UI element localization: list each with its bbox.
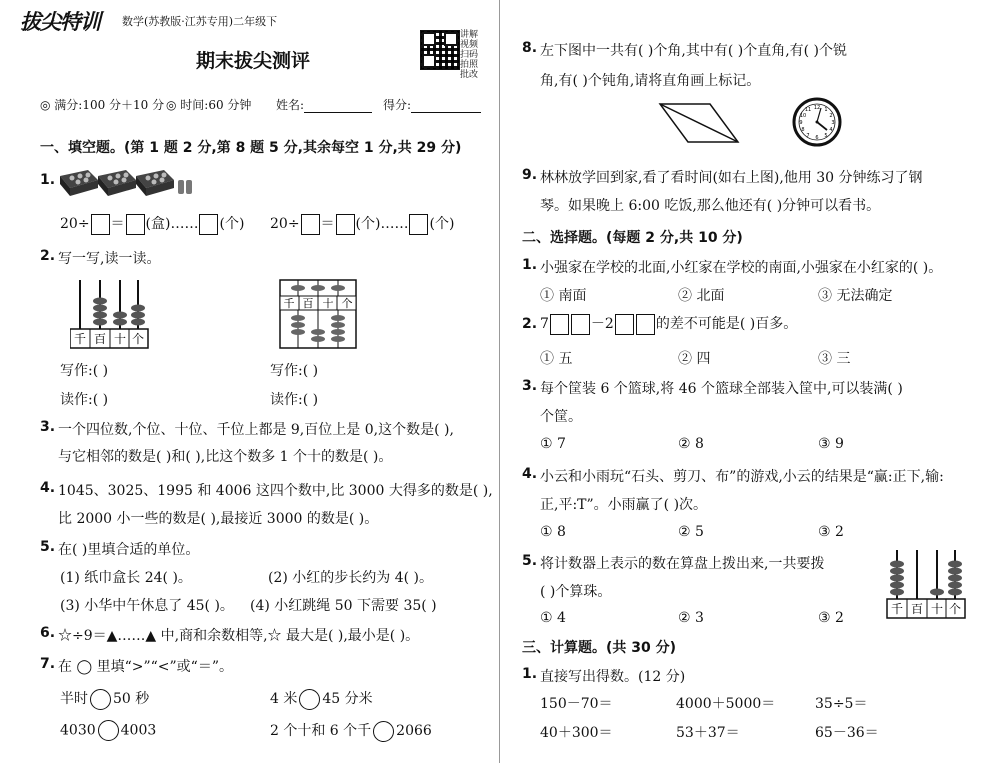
c4-option-3[interactable]: ③ 2 (818, 524, 844, 540)
counter-abacus-2 (885, 548, 967, 620)
q2-number: 2. (40, 248, 56, 264)
q4-number: 4. (40, 480, 56, 496)
right-page (500, 0, 1000, 763)
q3-line1: 一个四位数,个位、十位、千位上都是 9,百位上是 0,这个数是( ), (58, 422, 454, 438)
c5-option-3[interactable]: ③ 2 (818, 610, 844, 626)
answer-box[interactable] (409, 214, 428, 235)
q4-line1: 1045、3025、1995 和 4006 这四个数中,比 3000 大得多的数是( ), (58, 483, 493, 499)
section3-heading: 三、计算题。(共 30 分) (522, 640, 677, 656)
compare-circle[interactable] (98, 720, 119, 741)
c1-option-3[interactable]: ③ 无法确定 (818, 288, 893, 304)
q1-equation-b: 20÷ ＝ (个)…… (个) (270, 213, 454, 235)
q3-line2: 与它相邻的数是( )和( ),比这个数多 1 个十的数是( )。 (58, 449, 393, 465)
abacus-label: 百 (93, 332, 107, 346)
counter-abacus-1 (70, 278, 150, 350)
book-subtitle: 数学(苏教版·江苏专用)二年级下 (122, 15, 278, 28)
q5-item-3: (3) 小华中午休息了 45( )。 (60, 598, 234, 614)
answer-box[interactable] (336, 214, 355, 235)
svg-text:1: 1 (824, 107, 828, 113)
svg-text:9: 9 (799, 120, 803, 126)
c3-option-2[interactable]: ② 8 (678, 436, 704, 452)
calc-item[interactable]: 40＋300＝ (540, 725, 613, 741)
svg-text:7: 7 (806, 133, 810, 139)
abacus-label: 千 (283, 297, 295, 310)
calc-number: 1. (522, 666, 538, 682)
q1-equation-a: 20÷ ＝ (盒)…… (个) (60, 213, 244, 235)
c3-number: 3. (522, 378, 538, 394)
compare-circle[interactable] (90, 689, 111, 710)
q5-number: 5. (40, 539, 56, 555)
q8-line1: 左下图中一共有( )个角,其中有( )个直角,有( )个锐 (540, 43, 848, 59)
q9-line2: 琴。如果晚上 6:00 吃饭,那么他还有( )分钟可以看书。 (540, 198, 881, 214)
svg-text:3: 3 (831, 120, 835, 126)
calc-item[interactable]: 150－70＝ (540, 696, 613, 712)
answer-box[interactable] (199, 214, 218, 235)
q9-line1: 林林放学回到家,看了看时间(如右上图),他用 30 分钟练习了钢 (540, 170, 923, 186)
q7-compare-1: 半时 50 秒 (60, 688, 149, 710)
abacus-label: 十 (930, 602, 944, 616)
answer-box[interactable] (301, 214, 320, 235)
c2-option-2[interactable]: ② 四 (678, 351, 711, 367)
abacus-label: 十 (113, 332, 127, 346)
q1-number: 1. (40, 172, 56, 188)
digit-box[interactable] (571, 314, 590, 335)
q6-text: ☆÷9＝▲……▲ 中,商和余数相等,☆ 最大是( ),最小是( )。 (58, 628, 420, 644)
qr-caption: 讲解视频扫码拍照批改 (460, 30, 479, 80)
q9-number: 9. (522, 167, 538, 183)
c3-option-3[interactable]: ③ 9 (818, 436, 844, 452)
c3-line1: 每个筐装 6 个篮球,将 46 个篮球全部装入筐中,可以装满( ) (540, 381, 903, 397)
abacus-label: 个 (341, 297, 353, 310)
c4-line2: 正,平:T”。小雨赢了( )次。 (540, 497, 708, 513)
c5-option-2[interactable]: ② 3 (678, 610, 704, 626)
c5-number: 5. (522, 553, 538, 569)
compare-circle[interactable] (373, 721, 394, 742)
q2-write-2[interactable]: 写作:( ) (270, 363, 319, 379)
abacus-label: 千 (890, 602, 904, 616)
c1-number: 1. (522, 257, 538, 273)
q7-number: 7. (40, 656, 56, 672)
digit-box[interactable] (615, 314, 634, 335)
c1-option-1[interactable]: ① 南面 (540, 288, 587, 304)
c2-expression: 7 －2 的差不可能是( )百多。 (540, 313, 797, 335)
svg-text:12: 12 (813, 105, 821, 111)
svg-text:2: 2 (829, 113, 833, 119)
compare-circle[interactable] (299, 689, 320, 710)
exam-title: 期末拔尖测评 (196, 50, 311, 72)
calc-text: 直接写出得数。(12 分) (540, 669, 686, 685)
qr-code[interactable] (420, 30, 460, 70)
q6-number: 6. (40, 625, 56, 641)
c2-option-3[interactable]: ③ 三 (818, 351, 851, 367)
calc-item[interactable]: 65－36＝ (815, 725, 879, 741)
q8-line2: 角,有( )个钝角,请将直角画上标记。 (540, 73, 761, 89)
section2-heading: 二、选择题。(每题 2 分,共 10 分) (522, 230, 743, 246)
c2-number: 2. (522, 316, 538, 332)
calc-item[interactable]: 35÷5＝ (815, 696, 868, 712)
angle-figure (658, 100, 748, 146)
q5-text: 在( )里填合适的单位。 (58, 542, 200, 558)
q7-compare-2: 4 米 45 分米 (270, 688, 373, 710)
abacus-label: 百 (910, 602, 924, 616)
q2-read-2[interactable]: 读作:( ) (270, 392, 319, 408)
full-score: ◎ 满分:100 分＋10 分 (40, 98, 165, 112)
clock-icon (792, 96, 842, 148)
q2-write-1[interactable]: 写作:( ) (60, 363, 109, 379)
c5-line2: ( )个算珠。 (540, 584, 612, 600)
time-limit: ◎ 时间:60 分钟 (166, 98, 252, 112)
c4-line1: 小云和小雨玩“石头、剪刀、布”的游戏,小云的结果是“赢:正下,输: (540, 469, 944, 485)
q5-item-1: (1) 纸巾盒长 24( )。 (60, 570, 192, 586)
answer-box[interactable] (91, 214, 110, 235)
q8-number: 8. (522, 40, 538, 56)
svg-text:4: 4 (829, 127, 833, 133)
pencil-box-illustration (58, 166, 198, 198)
name-field[interactable]: 姓名: (276, 96, 372, 113)
c1-text: 小强家在学校的北面,小红家在学校的南面,小强家在小红家的( )。 (540, 260, 943, 276)
calc-item[interactable]: 4000＋5000＝ (676, 696, 776, 712)
digit-box[interactable] (550, 314, 569, 335)
svg-text:5: 5 (824, 133, 828, 139)
c3-option-1[interactable]: ① 7 (540, 436, 566, 452)
c1-option-2[interactable]: ② 北面 (678, 288, 725, 304)
abacus-label: 百 (302, 297, 314, 310)
q7-text: 在 ◯ 里填“>”“<”或“＝”。 (58, 659, 233, 675)
bead-abacus (278, 278, 358, 350)
section1-heading: 一、填空题。(第 1 题 2 分,第 8 题 5 分,其余每空 1 分,共 29 分) (40, 140, 462, 156)
abacus-label: 个 (948, 602, 962, 616)
q7-compare-3: 4030 4003 (60, 720, 156, 741)
answer-box[interactable] (126, 214, 145, 235)
c4-option-2[interactable]: ② 5 (678, 524, 704, 540)
q3-number: 3. (40, 419, 56, 435)
score-field[interactable]: 得分: (383, 96, 481, 113)
c4-option-1[interactable]: ① 8 (540, 524, 566, 540)
q4-line2: 比 2000 小一些的数是( ),最接近 3000 的数是( )。 (58, 511, 379, 527)
c5-option-1[interactable]: ① 4 (540, 610, 566, 626)
q2-read-1[interactable]: 读作:( ) (60, 392, 109, 408)
pencil-box-1 (60, 170, 98, 196)
q5-item-4: (4) 小红跳绳 50 下需要 35( ) (250, 598, 437, 614)
c3-line2: 个筐。 (540, 409, 582, 425)
calc-item[interactable]: 53＋37＝ (676, 725, 740, 741)
abacus-label: 十 (322, 297, 334, 310)
svg-text:10: 10 (799, 113, 807, 119)
c5-line1: 将计数器上表示的数在算盘上拨出来,一共要拨 (540, 556, 825, 572)
abacus-label: 千 (73, 332, 87, 346)
c2-option-1[interactable]: ① 五 (540, 351, 573, 367)
q2-text: 写一写,读一读。 (58, 251, 161, 267)
brand-logo: 拔尖特训 (20, 10, 100, 34)
svg-text:8: 8 (801, 127, 805, 133)
svg-text:11: 11 (804, 107, 812, 113)
q7-compare-4: 2 个十和 6 个千 2066 (270, 720, 432, 742)
q5-item-2: (2) 小红的步长约为 4( )。 (268, 570, 434, 586)
abacus-label: 个 (131, 332, 145, 346)
digit-box[interactable] (636, 314, 655, 335)
svg-text:6: 6 (815, 135, 819, 141)
c4-number: 4. (522, 466, 538, 482)
